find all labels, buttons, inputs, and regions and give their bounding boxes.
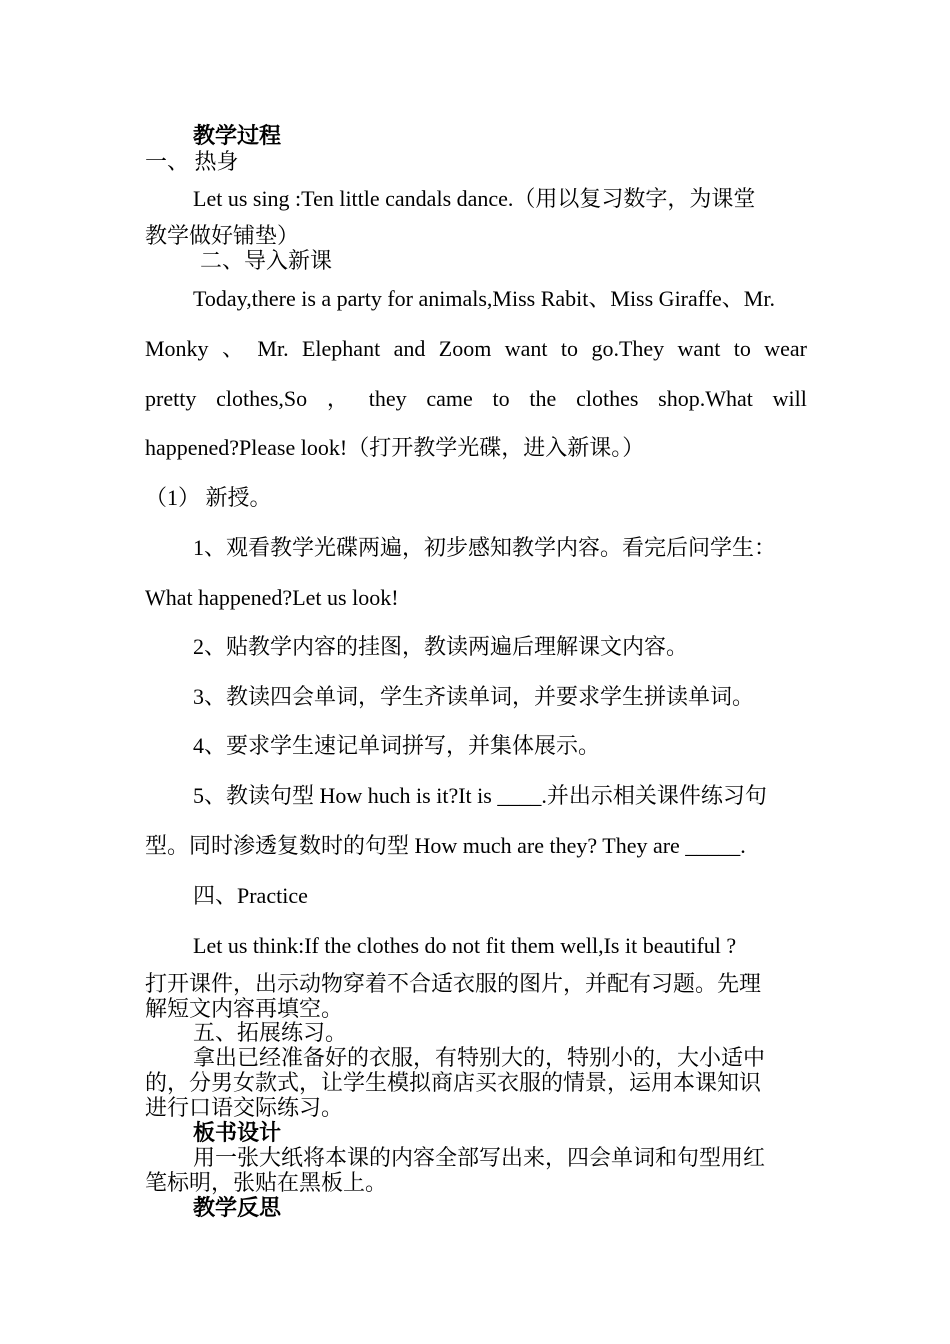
word: clothes <box>576 386 639 411</box>
new-lesson-heading: （1） 新授。 <box>145 485 272 510</box>
warmup-heading: 一、 热身 <box>145 149 239 174</box>
word: to <box>560 336 579 361</box>
step-2: 2、贴教学内容的挂图，教读两遍后理解课文内容。 <box>193 634 689 659</box>
word: to <box>492 386 510 411</box>
word: the <box>529 386 557 411</box>
word: Monky <box>145 336 209 361</box>
step-1-line-2: What happened?Let us look! <box>145 585 399 610</box>
step-1-line-1: 1、观看教学光碟两遍，初步感知教学内容。看完后问学生： <box>193 535 777 560</box>
word: shop.What <box>658 386 753 411</box>
word: will <box>772 386 807 411</box>
step-5-line-1: 5、教读句型 How huch is it?It is ____.并出示相关课件练习句 <box>193 783 767 808</box>
board-line-2: 笔标明，张贴在黑板上。 <box>145 1170 388 1195</box>
intro-heading: 二、导入新课 <box>200 248 333 273</box>
word: ， <box>326 386 349 411</box>
warmup-line-2: 教学做好铺垫） <box>145 223 300 248</box>
intro-line-1: Today,there is a party for animals,Miss Rabit、Miss Giraffe、Mr. <box>193 286 775 311</box>
word: they <box>368 386 407 411</box>
extension-heading: 五、拓展练习。 <box>193 1020 348 1045</box>
word: pretty <box>145 386 197 411</box>
word: and <box>393 336 426 361</box>
practice-heading: 四、Practice <box>193 883 308 908</box>
practice-line-3: 解短文内容再填空。 <box>145 996 344 1021</box>
step-4: 4、要求学生速记单词拼写，并集体展示。 <box>193 733 601 758</box>
board-design-heading: 板书设计 <box>193 1120 282 1145</box>
board-line-1: 用一张大纸将本课的内容全部写出来，四会单词和句型用红 <box>193 1145 766 1170</box>
teaching-reflection-heading: 教学反思 <box>193 1195 282 1220</box>
word: Mr. <box>257 336 289 361</box>
word: Zoom <box>438 336 492 361</box>
intro-line-2 <box>145 336 807 362</box>
step-5-line-2: 型。同时渗透复数时的句型 How much are they? They are _____. <box>145 833 746 858</box>
section-title-teaching-process: 教学过程 <box>193 123 282 148</box>
practice-line-1: Let us think:If the clothes do not fit them well,Is it beautiful ? <box>193 933 737 958</box>
word: want <box>677 336 721 361</box>
word: clothes,So <box>216 386 308 411</box>
intro-line-3 <box>145 386 807 412</box>
word: came <box>426 386 473 411</box>
warmup-line-1: Let us sing :Ten little candals dance.（用以复习数字，为课堂 <box>193 186 756 211</box>
word: to <box>733 336 751 361</box>
practice-line-2: 打开课件，出示动物穿着不合适衣服的图片，并配有习题。先理 <box>145 971 762 996</box>
word: 、 <box>221 336 244 361</box>
word: want <box>504 336 548 361</box>
intro-line-4: happened?Please look!（打开教学光碟，进入新课。） <box>145 435 645 460</box>
word: go.They <box>591 336 665 361</box>
extension-line-2: 的，分男女款式，让学生模拟商店买衣服的情景，运用本课知识 <box>145 1070 762 1095</box>
step-3: 3、教读四会单词，学生齐读单词，并要求学生拼读单词。 <box>193 684 755 709</box>
word: Elephant <box>301 336 381 361</box>
extension-line-1: 拿出已经准备好的衣服，有特别大的，特别小的，大小适中 <box>193 1045 766 1070</box>
word: wear <box>764 336 807 361</box>
extension-line-3: 进行口语交际练习。 <box>145 1095 344 1120</box>
